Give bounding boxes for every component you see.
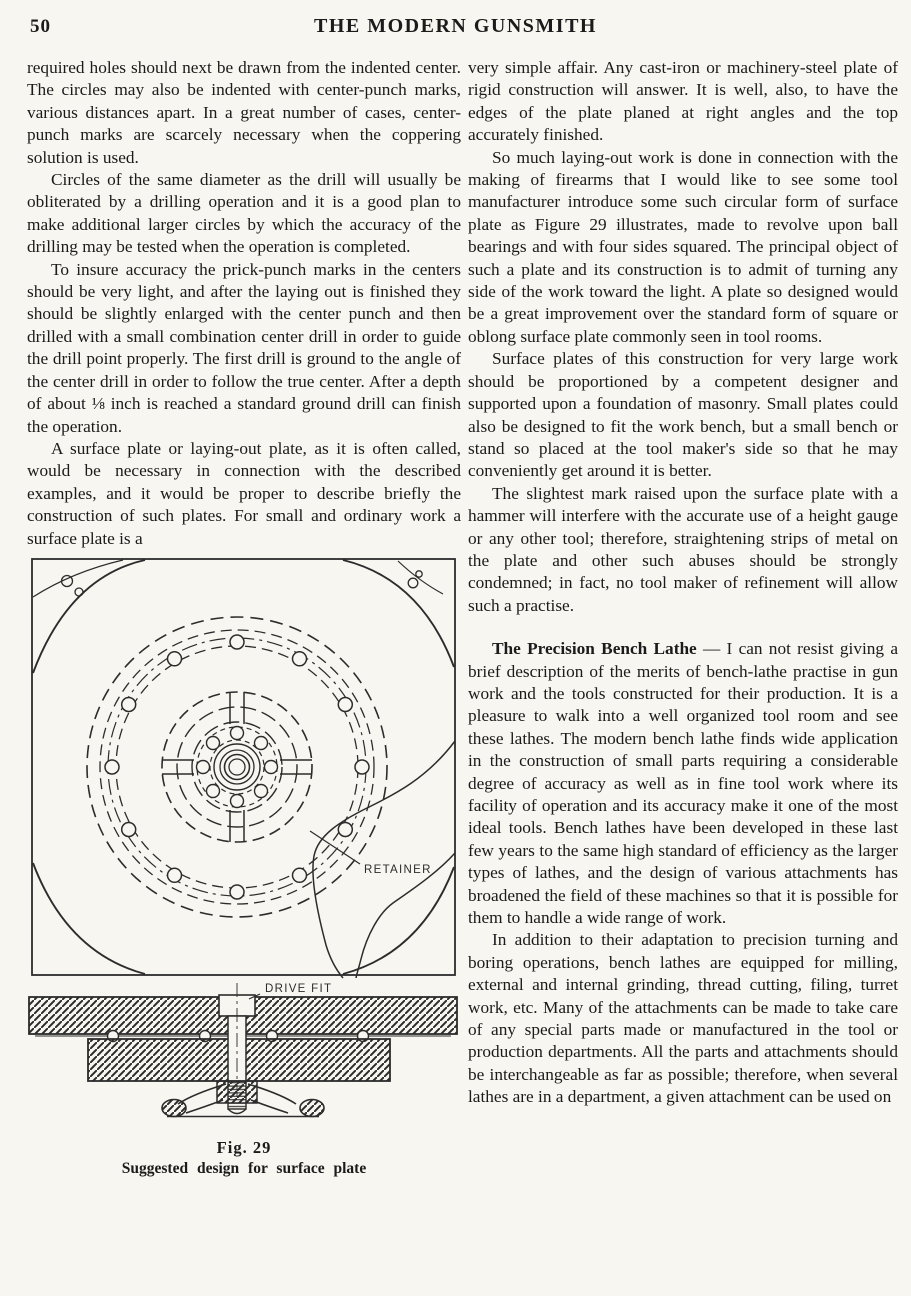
retainer-label: RETAINER bbox=[364, 863, 432, 876]
paragraph: Circles of the same diameter as the drill will usually be obliterated by a drilling operation and it is a good plan to make additional larger circles by which the accuracy of the drilling may be tested when the operation is completed. bbox=[27, 170, 461, 257]
surface-plate-section-view bbox=[27, 979, 461, 1129]
bearing-balls-outer bbox=[105, 635, 369, 899]
paragraph: To insure accuracy the prick-punch marks in the centers should be very light, and after the laying out is finished they should be slightly enlarged with the center punch and then drilled with a small combination center drill in order to guide the drill point properly. The first drill is ground to the angle of the center drill in order to follow the true center. After a depth of about ⅛ inch is reached a standard ground drill can finish the operation. bbox=[27, 259, 461, 436]
page-title: THE MODERN GUNSMITH bbox=[314, 15, 597, 37]
paragraph: Surface plates of this construction for very large work should be proportioned by a competent designer and supported upon a foundation of masonry. Small plates could also be designed to fit the work bench, but a small bench or stand so placed at the tool maker's side so that he may conveniently get around it is better. bbox=[468, 349, 898, 481]
corner-detail-arc bbox=[33, 560, 123, 597]
figure-caption bbox=[27, 1138, 461, 1178]
bearing-balls-inner bbox=[197, 726, 278, 807]
right-column bbox=[468, 57, 898, 1109]
paragraph: required holes should next be drawn from the indented center. The circles may also be indented with center-punch marks, various distances apart. In a great number of cases, center-punch marks are scarcely necessary when the coppering solution is used. bbox=[27, 58, 461, 167]
section-heading: The Precision Bench Lathe bbox=[492, 639, 697, 659]
left-column bbox=[27, 57, 461, 1178]
figure-caption-number: Fig. 29 bbox=[216, 1137, 272, 1157]
section-body: — I can not resist giving a brief description of the merits of bench-lathe practise in gun work and the tools constructed for their production. It is a pleasure to walk into a well organized tool room and see these lathes. The modern bench lathe finds wide application in the construction of small parts requiring a considerable degree of accuracy as well as in fine tool work where its facility of operation and its accuracy make it one of the most ideal tools. Bench lathes have been developed in these last few years to the same high standard of efficiency as the larger types of lathes, and the design of various attachments has broadened the field of these machines so that it is possible for them to handle a wide range of work. bbox=[468, 639, 898, 928]
paragraph: So much laying-out work is done in connection with the making of firearms that I would like to see some tool manufacturer introduce some such circular form of surface plate as Figure 29 illustrates, made to revolve upon ball bearings and with four sides squared. The principal object of such a plate and its construction is to admit of turning any side of the work toward the light. A plate so designed would be a great improvement over the standard form of square or oblong surface plate commonly seen in tool rooms. bbox=[468, 147, 898, 346]
surface-plate-top-view bbox=[27, 555, 461, 979]
figure-caption-text: Suggested design for surface plate bbox=[121, 1159, 367, 1177]
paragraph: The slightest mark raised upon the surface plate with a hammer will interfere with the accurate use of a height gauge or any other tool; therefore, straightening strips of metal on the plate and other such abuses should be strongly condemned; in fact, no tool maker of refinement will allow such a practise. bbox=[468, 483, 898, 615]
page-number: 50 bbox=[30, 16, 51, 37]
figure-29 bbox=[27, 555, 461, 1178]
section-paragraph bbox=[468, 638, 898, 929]
paragraph: A surface plate or laying-out plate, as it is often called, would be necessary in connection with the described examples, and it would be proper to describe briefly the construction of such plates. For small and ordinary work a surface plate is a bbox=[27, 438, 461, 548]
paragraph: In addition to their adaptation to precision turning and boring operations, bench lathes are equipped for milling, external and internal grinding, thread cutting, filing, turret work, etc. Many of the attachments can be made to take care of any special parts made or manufactured in the tool or production departments. All the parts and attachments should be interchangeable as far as possible; therefore, when several lathes are in a department, a given attachment can be used on bbox=[468, 930, 898, 1107]
paragraph: very simple affair. Any cast-iron or machinery-steel plate of rigid construction will answer. It is well, also, to have the edges of the plate planed at right angles and the top accurately finished. bbox=[468, 58, 898, 145]
break-line bbox=[313, 741, 455, 978]
drive-fit-label: DRIVE FIT bbox=[265, 982, 333, 995]
